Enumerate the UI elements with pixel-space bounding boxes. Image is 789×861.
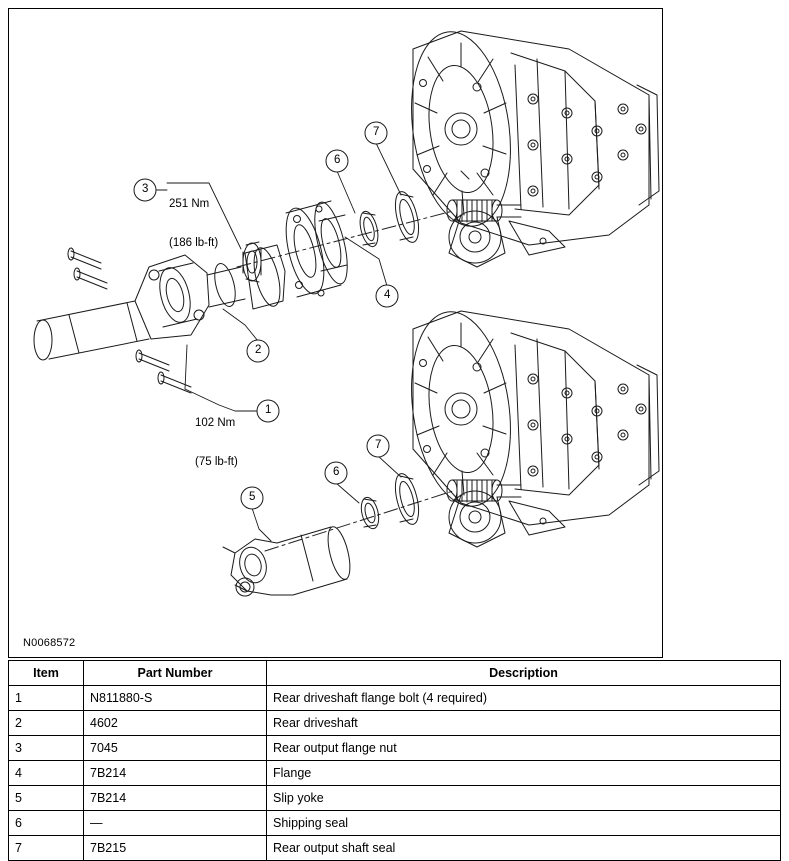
upper-transfer-case: [400, 25, 659, 267]
table-row: [9, 811, 781, 836]
rear-output-shaft-seal-lower: [391, 471, 423, 526]
cell-description: Shipping seal: [267, 811, 781, 836]
cell-item: 6: [9, 811, 84, 836]
cell-part-number: —: [84, 811, 267, 836]
callout-7-upper: 7: [373, 126, 380, 138]
cell-item: 2: [9, 711, 84, 736]
driveline-exploded-view: [9, 9, 662, 657]
shipping-seal-upper: [357, 210, 381, 249]
callout-6-lower: 6: [333, 466, 340, 478]
table-row: [9, 761, 781, 786]
output-shaft-lower: [447, 480, 521, 502]
table-row: [9, 686, 781, 711]
cell-description: Rear driveshaft: [267, 711, 781, 736]
column-header-description: Description: [267, 661, 781, 686]
cell-item: 3: [9, 736, 84, 761]
cell-description: Slip yoke: [267, 786, 781, 811]
cell-item: 7: [9, 836, 84, 861]
illustration-frame: [8, 8, 663, 658]
cell-part-number: 7B214: [84, 761, 267, 786]
shipping-seal-lower: [358, 496, 381, 531]
cell-part-number: 4602: [84, 711, 267, 736]
cell-description: Flange: [267, 761, 781, 786]
callout-4: 4: [384, 289, 391, 301]
callout-7-lower: 7: [375, 439, 382, 451]
table-row: [9, 711, 781, 736]
torque-label-102nm: [195, 391, 238, 495]
slip-yoke: [223, 525, 354, 596]
table-header-row: [9, 661, 781, 686]
cell-part-number: N811880-S: [84, 686, 267, 711]
torque-value-metric: 102 Nm: [195, 417, 236, 429]
flange-upper: [279, 199, 354, 297]
cell-item: 1: [9, 686, 84, 711]
callout-3: 3: [142, 183, 149, 195]
figure-id: N0068572: [23, 637, 76, 649]
cell-part-number: 7B214: [84, 786, 267, 811]
column-header-item: Item: [9, 661, 84, 686]
callout-1: 1: [265, 404, 272, 416]
cell-description: Rear output shaft seal: [267, 836, 781, 861]
callout-6-upper: 6: [334, 154, 341, 166]
callout-2: 2: [255, 344, 262, 356]
parts-table: [8, 660, 781, 861]
torque-value-metric: 251 Nm: [169, 198, 210, 210]
torque-value-imperial: (75 lb-ft): [195, 456, 238, 468]
column-header-part-number: Part Number: [84, 661, 267, 686]
cell-part-number: 7B215: [84, 836, 267, 861]
cell-item: 4: [9, 761, 84, 786]
rear-output-shaft-seal-upper: [391, 189, 423, 244]
cell-description: Rear driveshaft flange bolt (4 required): [267, 686, 781, 711]
lower-transfer-case: [400, 305, 659, 547]
cell-description: Rear output flange nut: [267, 736, 781, 761]
table-row: [9, 786, 781, 811]
callout-5: 5: [249, 491, 256, 503]
torque-value-imperial: (186 lb-ft): [169, 237, 219, 249]
table-row: [9, 736, 781, 761]
cell-part-number: 7045: [84, 736, 267, 761]
torque-label-251nm: [169, 172, 218, 276]
cell-item: 5: [9, 786, 84, 811]
table-row: [9, 836, 781, 861]
output-shaft: [447, 200, 521, 222]
